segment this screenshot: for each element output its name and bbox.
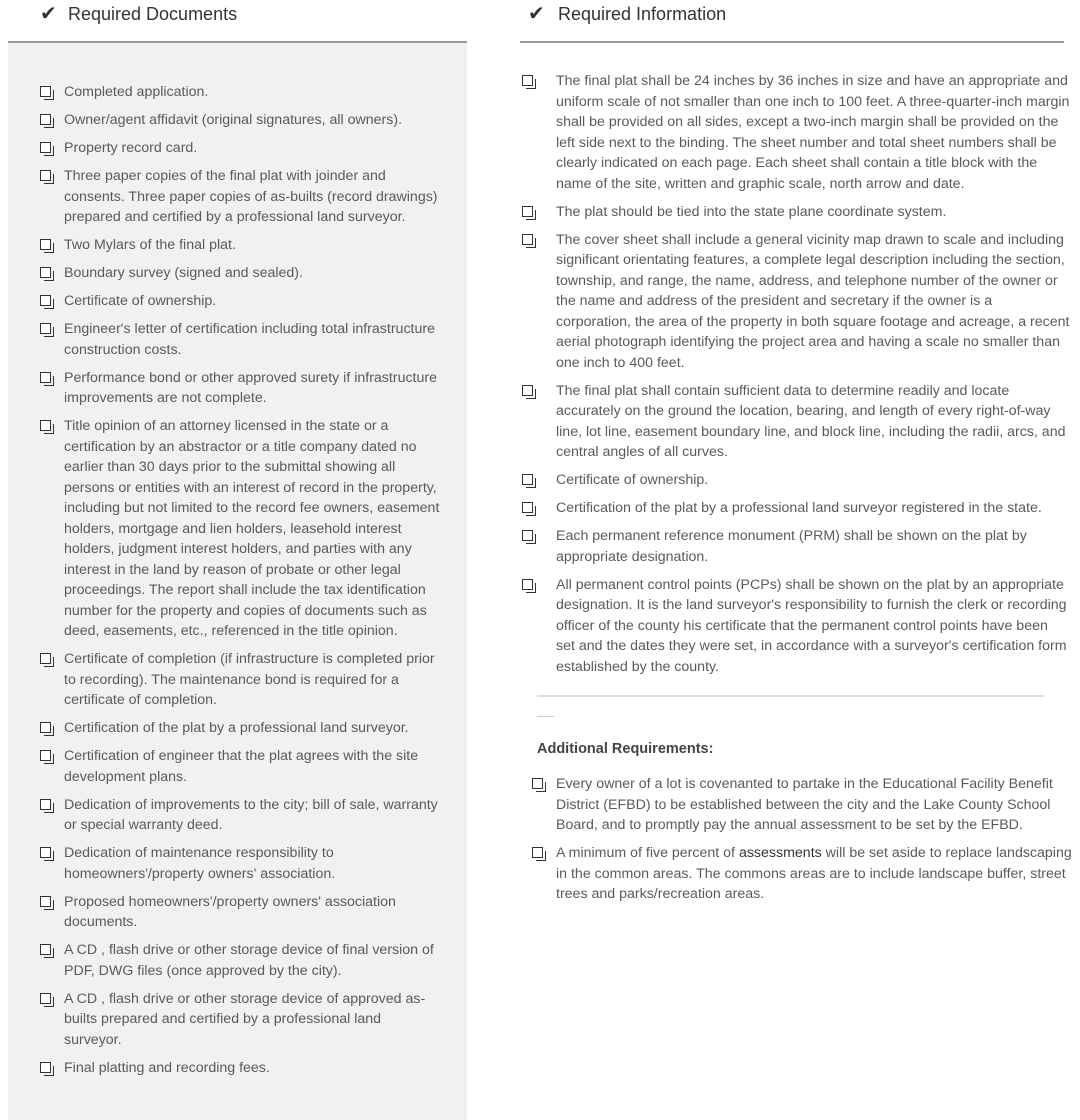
checkbox-icon: [40, 799, 51, 810]
item-text: Dedication of improvements to the city; bill of sale, warranty or special warranty deed.: [64, 796, 438, 833]
item-text: The final plat shall be 24 inches by 36 inches in size and have an appropriate and uniform scale of not smaller than one inch to 100 feet. A three-quarter-inch margin shall be provided on all sides, except a two-inch margin shall be provided on the left side next to the binding. The sheet number and total sheet numbers shall be clearly indicated on each page. Each sheet shall contain a title block with the name of the site, written and graphic scale, north arrow and date.: [556, 73, 1070, 192]
item-text: Proposed homeowners'/property owners' association documents.: [64, 893, 396, 930]
item-text: The final plat shall contain sufficient data to determine readily and locate accurately on the ground the location, bearing, and length of every right-of-way line, lot line, easement boundary line, and block line, including the radii, arcs, and central angles of all curves.: [556, 382, 1066, 460]
item-text: Final platting and recording fees.: [64, 1059, 270, 1076]
item-text: Owner/agent affidavit (original signatures, all owners).: [64, 112, 403, 128]
item-text: All permanent control points (PCPs) shall be shown on the plat by an appropriate designation. It is the land surveyor's responsibility to furnish the clerk or recording officer of the county his certificate that the permanent control points have been set and the dates they were set, in accordance with a surveyor's certification form established by the county.: [556, 576, 1067, 675]
item-text: Dedication of maintenance responsibility to homeowners'/property owners' association.: [64, 845, 336, 882]
item-text: Certificate of ownership.: [556, 472, 709, 488]
checkbox-icon: [40, 372, 51, 383]
list-item: [40, 795, 440, 836]
required-information-title: Required Information: [558, 4, 727, 24]
item-text: Certificate of ownership.: [64, 293, 217, 309]
list-item: [40, 416, 440, 642]
short-divider: [537, 716, 554, 717]
item-text: Property record card.: [64, 140, 198, 156]
item-text: Performance bond or other approved surety if infrastructure improvements are not complete.: [64, 369, 438, 406]
checkbox-icon: [40, 142, 51, 153]
item-text: Boundary survey (signed and sealed).: [64, 265, 303, 281]
item-text: A CD , flash drive or other storage device of approved as-builts prepared and certified by a professional land surveyor.: [64, 990, 426, 1048]
list-item: [40, 746, 440, 787]
list-item: [40, 82, 440, 103]
checkbox-icon: [40, 993, 51, 1004]
assessments-term: assessments: [738, 845, 822, 861]
list-item: [40, 892, 440, 933]
item-text: Certification of the plat by a professional land surveyor registered in the state.: [556, 500, 1042, 516]
item-text: The plat should be tied into the state plane coordinate system.: [556, 203, 947, 220]
checkbox-icon: [40, 847, 51, 858]
required-documents-header: [8, 0, 467, 43]
list-item: [532, 774, 1072, 836]
list-item: [40, 843, 440, 884]
checkbox-icon: [532, 847, 543, 858]
checkbox-icon: [40, 896, 51, 907]
required-documents-title: Required Documents: [68, 4, 238, 24]
list-item: [522, 230, 1070, 374]
item-text: The cover sheet shall include a general vicinity map drawn to scale and including significant orientating features, a complete legal description including the section, township, and range, the name, address, and telephone number of the owner or the name and address of the president and secretary if the owner is a corporation, the area of the property in both square footage and acreage, a recent aerial photograph identifying the project area and having a scale no smaller than one inch to 400 feet.: [556, 231, 1070, 371]
list-item: [40, 166, 440, 228]
list-item: [40, 940, 440, 981]
list-item: [532, 843, 1072, 905]
checkbox-icon: [40, 653, 51, 664]
list-item: [40, 110, 440, 131]
section-divider: [537, 695, 1044, 697]
list-item: [40, 368, 440, 409]
checkbox-icon: [522, 234, 533, 245]
list-item: [40, 235, 440, 256]
item-text: A CD , flash drive or other storage device of final version of PDF, DWG files (once approved by the city).: [64, 942, 434, 979]
checkbox-icon: [40, 323, 51, 334]
item-text: Certification of engineer that the plat agrees with the site development plans.: [64, 748, 419, 785]
list-item: [40, 1058, 440, 1079]
checkbox-icon: [40, 750, 51, 761]
item-text: Certification of the plat by a professional land surveyor.: [64, 720, 409, 736]
checkmark-icon: ✔: [40, 3, 57, 25]
list-item: [40, 291, 440, 312]
list-item: [522, 498, 1070, 519]
checkbox-icon: [522, 474, 533, 485]
list-item: [40, 319, 440, 360]
additional-requirements-title: Additional Requirements:: [537, 741, 714, 757]
list-item: [522, 575, 1070, 678]
checkbox-icon: [40, 722, 51, 733]
item-text: Every owner of a lot is covenanted to partake in the Educational Facility Benefit District (EFBD) to be established between the city and the Lake County School Board, and to promptly pay the annual assessment to be set by the EFBD.: [556, 776, 1053, 833]
list-item: [40, 138, 440, 159]
item-text-end: will be set aside to replace landscaping in the common areas. The commons areas are to include landscape buffer, street trees and parks/recreation areas.: [556, 845, 1072, 902]
list-item: [522, 470, 1070, 491]
checkbox-icon: [522, 579, 533, 590]
item-text: Engineer's letter of certification including total infrastructure construction costs.: [64, 321, 435, 358]
checkmark-icon: ✔: [528, 3, 545, 25]
checkbox-icon: [522, 385, 533, 396]
required-documents-list: [40, 82, 440, 1086]
checkbox-icon: [522, 206, 533, 217]
list-item: [40, 263, 440, 284]
checkbox-icon: [40, 239, 51, 250]
list-item: [522, 526, 1070, 567]
checkbox-icon: [40, 86, 51, 97]
checkbox-icon: [40, 267, 51, 278]
required-information-column: [520, 0, 1064, 43]
item-text: Title opinion of an attorney licensed in the state or a certification by an abstractor or a title company dated no earlier than 30 days prior to the submittal showing all persons or entities with an interest of record in the property, including but not limited to the record fee owners, easement holders, mortgage and lien holders, leasehold interest holders, judgment interest holders, and parties with any interest in the land by reason of probate or other legal proceedings. The report shall include the tax identification number for the property and copies of documents such as deed, easements, etc., referenced in the title opinion.: [64, 418, 440, 639]
checkbox-icon: [532, 778, 543, 789]
list-item: [40, 649, 440, 711]
checkbox-icon: [522, 502, 533, 513]
list-item: [522, 381, 1070, 463]
list-item: [522, 202, 1070, 223]
required-documents-column: [8, 0, 467, 43]
checkbox-icon: [40, 114, 51, 125]
checkbox-icon: [40, 420, 51, 431]
list-item: [40, 718, 440, 739]
checkbox-icon: [40, 295, 51, 306]
checkbox-icon: [522, 530, 533, 541]
item-text: Completed application.: [64, 84, 209, 100]
required-information-list: [522, 71, 1070, 685]
additional-requirements-list: [532, 774, 1072, 912]
list-item: [522, 71, 1070, 194]
checkbox-icon: [40, 170, 51, 181]
required-information-header: [520, 0, 1064, 43]
item-text-start: A minimum of five percent of: [556, 845, 739, 861]
checkbox-icon: [40, 944, 51, 955]
item-text: Two Mylars of the final plat.: [64, 237, 236, 253]
checkbox-icon: [40, 1062, 51, 1073]
item-text: Three paper copies of the final plat with joinder and consents. Three paper copies of as-builts (record drawings) prepared and certified by a professional land surveyor.: [64, 168, 438, 225]
list-item: [40, 989, 440, 1051]
item-text: Each permanent reference monument (PRM) shall be shown on the plat by appropriate designation.: [556, 528, 1027, 565]
item-text: Certificate of completion (if infrastructure is completed prior to recording). The maintenance bond is required for a certificate of completion.: [64, 651, 435, 708]
checkbox-icon: [522, 75, 533, 86]
